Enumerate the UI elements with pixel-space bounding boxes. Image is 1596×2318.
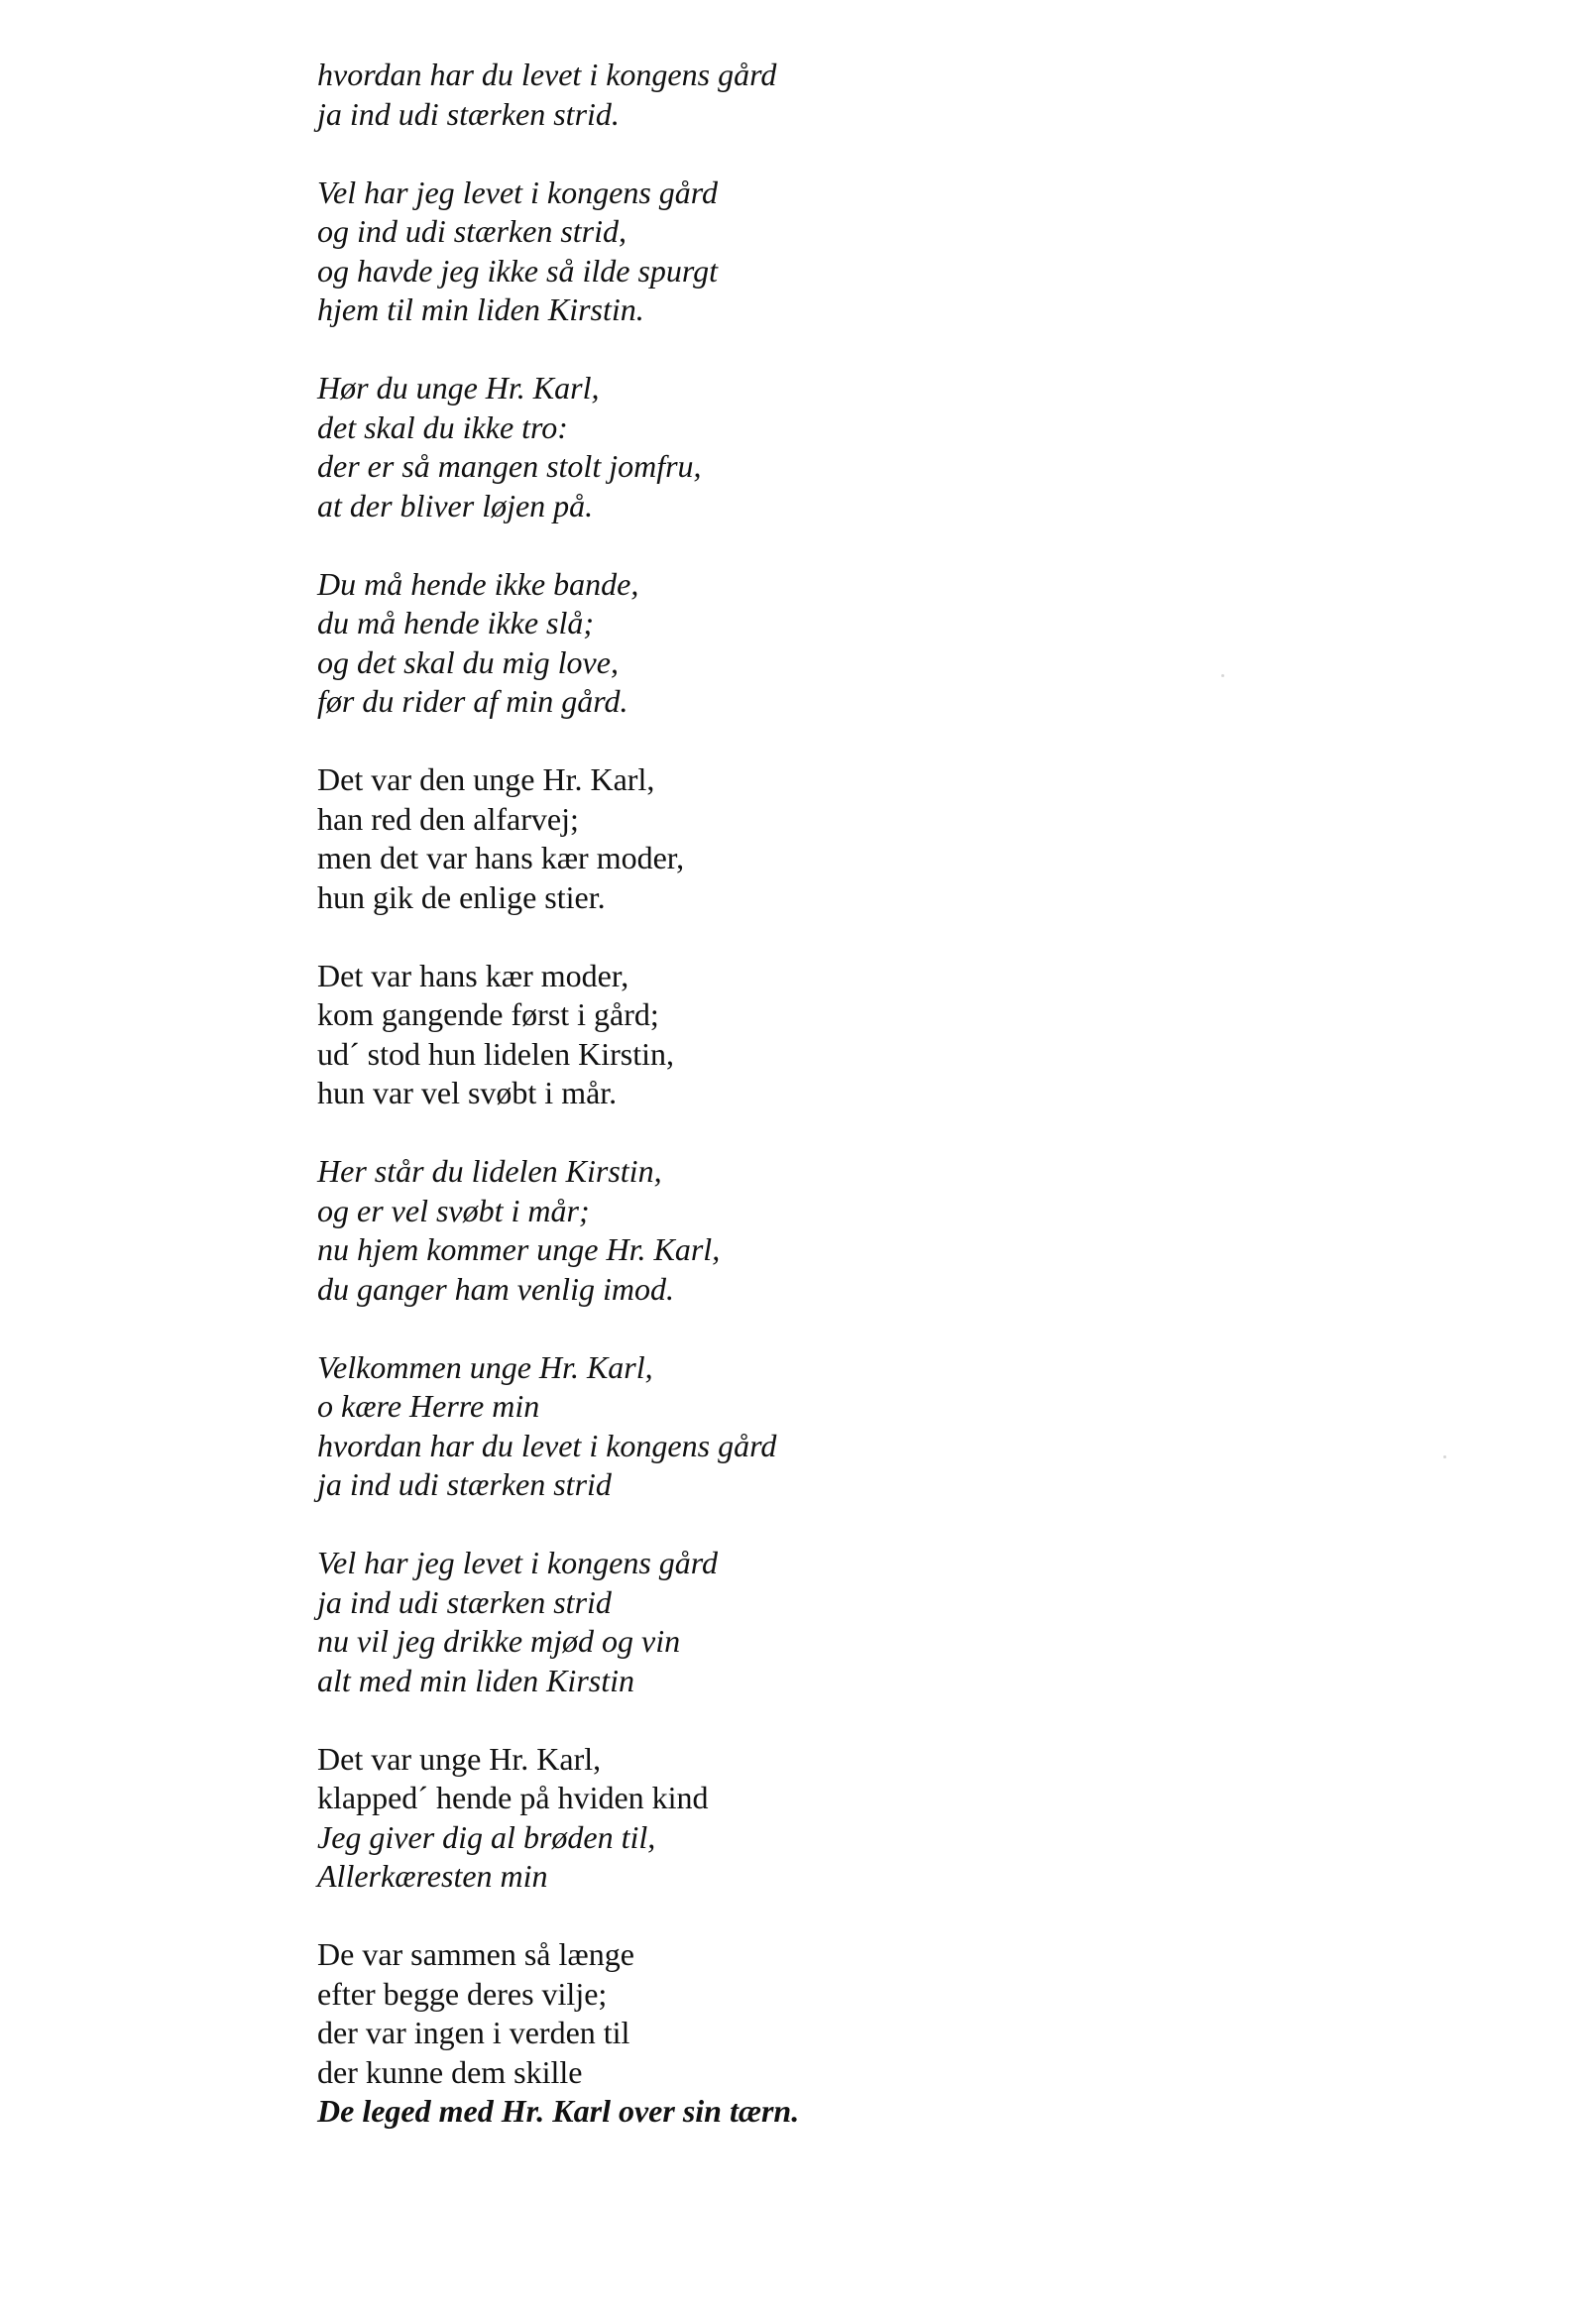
stanza [317, 957, 1408, 1113]
poem-line: du må hende ikke slå; [317, 605, 595, 640]
poem-line: alt med min liden Kirstin [317, 1662, 634, 1698]
poem-line: han red den alfarvej; [317, 800, 579, 837]
poem-line: klapped´ hende på hviden kind [317, 1780, 709, 1815]
poem-line: at der bliver løjen på. [317, 487, 594, 523]
poem-line: Vel har jeg levet i kongens gård [317, 1545, 719, 1580]
stanza [317, 565, 1408, 722]
poem-line: før du rider af min gård. [317, 683, 628, 719]
poem-line: men det var hans kær moder, [317, 840, 685, 875]
poem-line: der er så mangen stolt jomfru, [317, 448, 702, 484]
stanza [317, 760, 1408, 917]
poem-line: hvordan har du levet i kongens gård [317, 57, 777, 92]
poem-line: o kære Herre min [317, 1388, 540, 1424]
poem-line: Velkommen unge Hr. Karl, [317, 1348, 653, 1385]
poem-line: efter begge deres vilje; [317, 1975, 608, 2012]
stanza [317, 369, 1408, 525]
stanza [317, 1544, 1408, 1700]
stanza [317, 1152, 1408, 1309]
poem-line: ja ind udi stærken strid [317, 1466, 612, 1502]
poem-line: det skal du ikke tro: [317, 408, 568, 445]
poem-line: og er vel svøbt i mår; [317, 1192, 590, 1228]
poem-line: kom gangende først i gård; [317, 996, 659, 1032]
stanza [317, 174, 1408, 330]
poem-line: der kunne dem skille [317, 2053, 583, 2090]
poem-line: Du må hende ikke bande, [317, 565, 639, 602]
scan-speck [1443, 1455, 1446, 1458]
poem-line: Hør du unge Hr. Karl, [317, 370, 600, 406]
stanza [317, 1740, 1408, 1897]
poem-line: ja ind udi stærken strid [317, 1583, 612, 1620]
poem-line: ud´ stod hun lidelen Kirstin, [317, 1035, 674, 1072]
stanza [317, 56, 1408, 134]
stanza [317, 1348, 1408, 1505]
poem-line: Det var unge Hr. Karl, [317, 1740, 602, 1777]
poem-line: du ganger ham venlig imod. [317, 1270, 674, 1307]
poem-line: nu hjem kommer unge Hr. Karl, [317, 1231, 721, 1267]
stanza [317, 1935, 1408, 2132]
poem-line: hun gik de enlige stier. [317, 878, 606, 915]
poem-line: De var sammen så længe [317, 1936, 634, 1972]
poem-line: Jeg giver dig al brøden til, [317, 1818, 656, 1855]
poem-line: hjem til min liden Kirstin. [317, 291, 644, 327]
poem-line: Vel har jeg levet i kongens gård [317, 174, 719, 210]
poem-line: nu vil jeg drikke mjød og vin [317, 1623, 681, 1659]
poem-line: De leged med Hr. Karl over sin tærn. [317, 2093, 800, 2129]
poem-line: Det var den unge Hr. Karl, [317, 761, 655, 797]
poem-line: og ind udi stærken strid, [317, 213, 627, 249]
poem-text [317, 56, 1408, 2170]
poem-line: ja ind udi stærken strid. [317, 95, 620, 132]
poem-line: hvordan har du levet i kongens gård [317, 1427, 777, 1463]
poem-line: der var ingen i verden til [317, 2015, 630, 2050]
poem-line: Det var hans kær moder, [317, 957, 629, 993]
poem-line: og det skal du mig love, [317, 643, 619, 680]
poem-line: Allerkæresten min [317, 1858, 548, 1894]
poem-line: og havde jeg ikke så ilde spurgt [317, 252, 719, 289]
poem-line: Her står du lidelen Kirstin, [317, 1153, 662, 1189]
poem-line: hun var vel svøbt i mår. [317, 1075, 618, 1110]
scan-speck [1221, 674, 1224, 677]
